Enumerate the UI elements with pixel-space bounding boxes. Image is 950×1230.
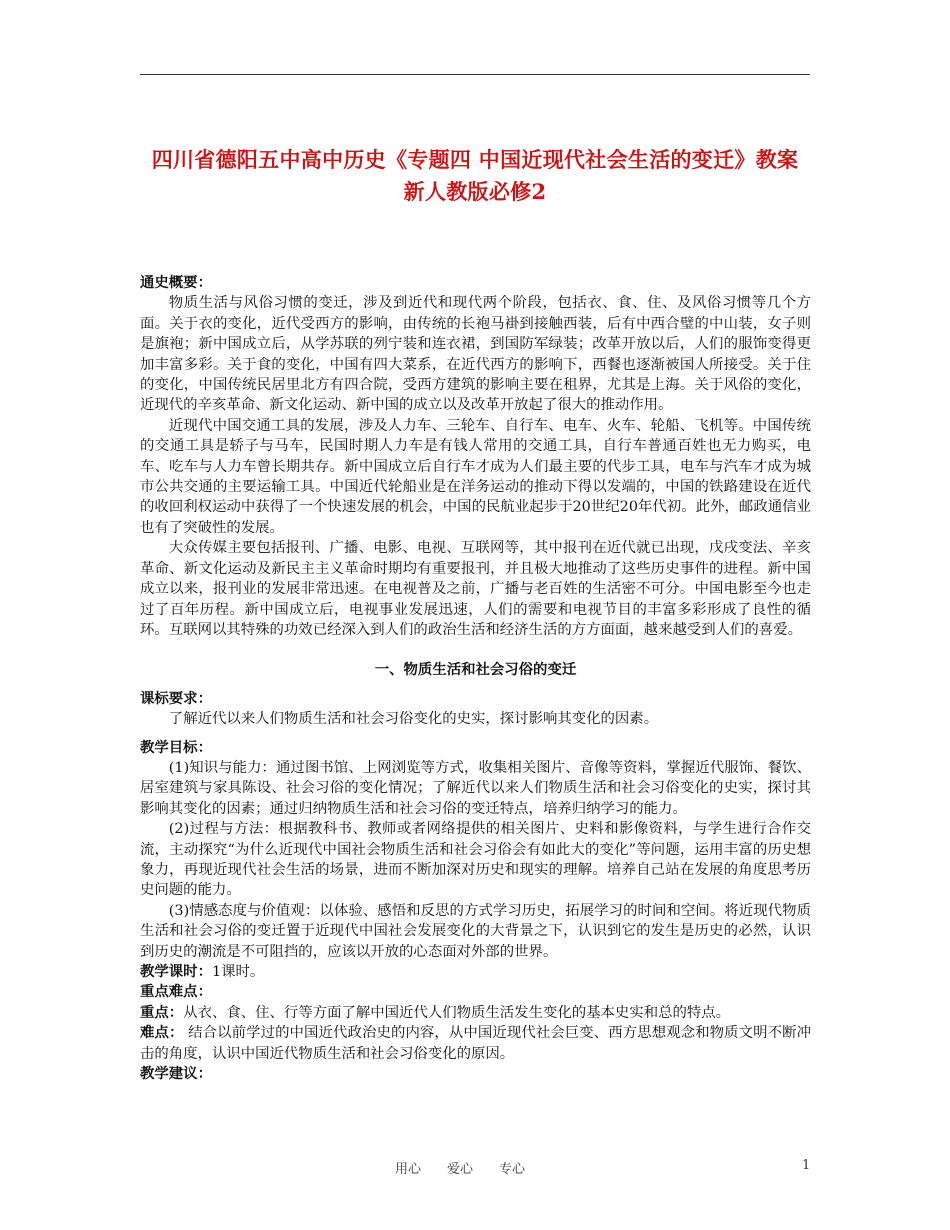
header-rule (140, 74, 810, 75)
hard-point-label: 难点： (140, 1024, 184, 1042)
document-body (140, 273, 811, 1084)
overview-paragraph-2: 近现代中国交通工具的发展，涉及人力车、三轮车、自行车、电车、火车、轮船、飞机等。中国传统的交通工具是轿子与马车，民国时期人力车是有钱人常用的交通工具，自行车普通百姓也无力购买，电车、吃车与人力车曾长期共存。新中国成立后自行车才成为人们最主要的代步工具，电车与汽车才成为城市公共交通的主要运输工具。中国近代轮船业是在洋务运动的推动下得以发端的，中国的铁路建设在近代的收回利权运动中获得了一个快速发展的机会，中国的民航业起步于20世纪20年代初。此外，邮政通信业也有了突破性的发展。 (140, 417, 811, 536)
section-heading: 一、物质生活和社会习俗的变迁 (374, 661, 577, 679)
footer-motto (395, 1158, 551, 1177)
goal-item-1: (1)知识与能力：通过图书馆、上网浏览等方式，收集相关图片、音像等资料，掌握近代服饰、餐饮、居室建筑与家具陈设、社会习俗的变化情况；了解近代以来人们物质生活和社会习俗变化的史实，探讨其影响其变化的因素；通过归纳物质生活和社会习俗的变迁特点，培养归纳学习的能力。 (140, 759, 811, 817)
title-line-1: 四川省德阳五中高中历史《专题四 中国近现代社会生活的变迁》教案 (151, 147, 799, 172)
title-line-2: 新人教版必修2 (403, 179, 547, 204)
goal-item-3: (3)情感态度与价值观：以体验、感悟和反思的方式学习历史，拓展学习的时间和空间。将近现代物质生活和社会习俗的变迁置于近现代中国社会发展变化的大背景之下，认识到它的发生是历史的必然，认识到历史的潮流是不可阻挡的，应该以开放的心态面对外部的世界。 (140, 902, 811, 960)
hard-point-text: 结合以前学过的中国近代政治史的内容，从中国近现代社会巨变、西方思想观念和物质文明不断冲击的角度，认识中国近代物质生活和社会习俗变化的原因。 (140, 1025, 811, 1062)
hours-text: 1课时。 (211, 964, 265, 980)
footer-item: 用心 (395, 1162, 422, 1177)
advice-label: 教学建议： (140, 1065, 212, 1083)
document-title (60, 144, 890, 208)
goals-label: 教学目标： (140, 738, 212, 756)
overview-paragraph-1: 物质生活与风俗习惯的变迁，涉及到近代和现代两个阶段，包括衣、食、住、及风俗习惯等几个方面。关于衣的变化，近代受西方的影响，由传统的长袍马褂到接触西装，后有中西合璧的中山装，女子则是旗袍；新中国成立后，从学苏联的列宁装和连衣裙，到国防军绿装；改革开放以后，人们的服饰变得更加丰富多彩。关于食的变化，中国有四大菜系，在近代西方的影响下，西餐也逐渐被国人所接受。关于住的变化，中国传统民居里北方有四合院，受西方建筑的影响主要在租界，尤其是上海。关于风俗的变化，近现代的辛亥革命、新文化运动、新中国的成立以及改革开放起了很大的推动作用。 (140, 295, 811, 414)
overview-paragraph-3: 大众传媒主要包括报刊、广播、电影、电视、互联网等，其中报刊在近代就已出现，戊戌变法、辛亥革命、新文化运动及新民主主义革命时期均有重要报刊，并且极大地推动了这些历史事件的进程。新中国成立以来，报刊业的发展非常迅速。在电视普及之前，广播与老百姓的生活密不可分。中国电影至今也走过了百年历程。新中国成立后，电视事业发展迅速，人们的需要和电视节目的丰富多彩形成了良性的循环。互联网以其特殊的功效已经深入到人们的政治生活和经济生活的方方面面，越来越受到人们的喜爱。 (140, 540, 811, 638)
key-point-text: 从衣、食、住、行等方面了解中国近代人们物质生活发生变化的基本史实和总的特点。 (183, 1004, 731, 1021)
standard-text: 了解近代以来人们物质生活和社会习俗变化的史实，探讨影响其变化的因素。 (168, 711, 659, 728)
goal-item-2: (2)过程与方法：根据教科书、教师或者网络提供的相关图片、史料和影像资料，与学生进行合作交流，主动探究“为什么近现代中国社会物质生活和社会习俗会有如此大的变化”等问题，运用丰富的历史想象力，再现近现代社会生活的场景，进而不断加深对历史和现实的理解。培养自己站在发展的角度思考历史问题的能力。 (140, 821, 811, 899)
difficulty-label: 重点难点： (140, 983, 212, 1001)
page-number: 1 (802, 1158, 811, 1173)
standard-label: 课标要求： (140, 689, 212, 707)
overview-label: 通史概要： (140, 274, 212, 291)
hours-label: 教学课时： (140, 963, 212, 980)
key-point-label: 重点： (140, 1003, 184, 1021)
footer-item: 专心 (499, 1162, 526, 1177)
footer-item: 爱心 (447, 1162, 474, 1177)
